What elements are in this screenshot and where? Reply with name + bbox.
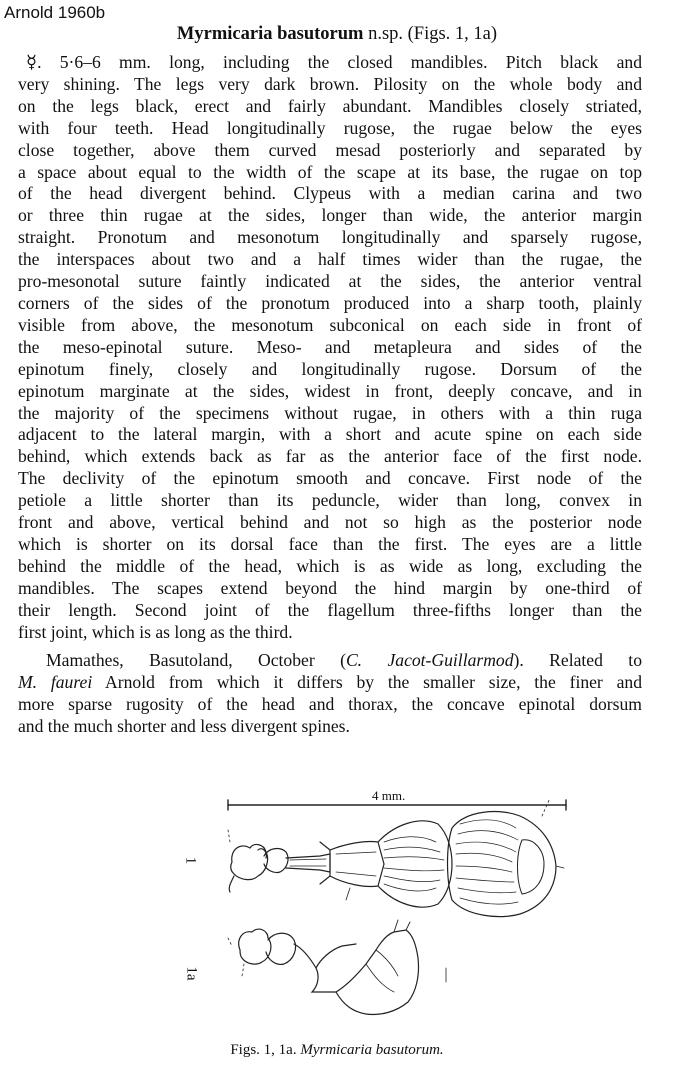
collector-name: C. Jacot-Guillarmod	[345, 650, 514, 671]
description-line: with four teeth. Head longitudinally rugose, the rugae below the eyes	[18, 117, 642, 138]
description-line: petiole a little shorter than its peduncle, wider than long, convex in	[18, 490, 642, 511]
description-line: a space about equal to the width of the scape at its base, the rugae on top	[18, 161, 642, 182]
description-line: the meso-epinotal suture. Meso- and metapleura and sides of the	[18, 336, 642, 357]
figure-label-1a: 1a	[183, 966, 200, 981]
description-line: ☿. 5·6–6 mm. long, including the closed mandibles. Pitch black and	[26, 52, 642, 73]
remarks-line: more sparse rugosity of the head and thorax, the concave epinotal dorsum	[18, 694, 642, 715]
description-line: pro-mesonotal suture faintly indicated at the sides, the anterior ventral	[18, 271, 642, 292]
remarks-line: M. faurei Arnold from which it differs by the smaller size, the finer and	[18, 672, 642, 693]
species-description	[18, 52, 642, 738]
description-line: mandibles. The scapes extend beyond the hind margin by one-third of	[18, 577, 642, 598]
specimen-figure	[170, 780, 590, 1030]
caption-species: Myrmicaria basutorum.	[300, 1042, 444, 1058]
description-line: or three thin rugae at the sides, longer than wide, the anterior margin	[18, 205, 642, 226]
ant-drawing	[170, 780, 590, 1030]
source-label: Arnold 1960b	[4, 3, 106, 22]
figure-label-1: 1	[182, 856, 199, 865]
species-title	[0, 24, 674, 45]
scale-bar	[228, 800, 566, 810]
species-name: Myrmicaria basutorum	[176, 24, 364, 44]
description-line: visible from above, the mesonotum subconical on each side in front of	[18, 314, 642, 335]
description-line: front and above, vertical behind and not so high as the posterior node	[18, 512, 642, 533]
description-line: behind the middle of the head, which is as wide as long, excluding the	[18, 555, 642, 576]
description-line: close together, above them curved mesad posteriorly and separated by	[18, 139, 642, 160]
dorsal-view-drawing	[228, 798, 564, 917]
description-line: The declivity of the epinotum smooth and concave. First node of the	[18, 468, 642, 489]
description-line: of the head divergent behind. Clypeus with a median carina and two	[18, 183, 642, 204]
lateral-view-drawing	[228, 920, 446, 1015]
description-line: straight. Pronotum and mesonotum longitudinally and sparsely rugose,	[18, 227, 642, 248]
worker-symbol: ☿	[26, 52, 38, 73]
description-line: on the legs black, erect and fairly abundant. Mandibles closely striated,	[18, 95, 642, 116]
figure-caption	[0, 1042, 674, 1059]
description-line: which is shorter on its dorsal face than the first. The eyes are a little	[18, 533, 642, 554]
description-line: the interspaces about two and a half times wider than the rugae, the	[18, 249, 642, 270]
description-line: first joint, which is as long as the third.	[18, 621, 293, 642]
description-line: behind, which extends back as far as the anterior face of the first node.	[18, 446, 642, 467]
related-species: M. faurei	[18, 672, 93, 693]
description-line: the majority of the specimens without rugae, in others with a thin ruga	[18, 402, 642, 423]
remarks-line: and the much shorter and less divergent spines.	[18, 716, 350, 737]
description-line: their length. Second joint of the flagellum three-fifths longer than the	[18, 599, 642, 620]
description-line: adjacent to the lateral margin, with a short and acute spine on each side	[18, 424, 642, 445]
remarks-line: Mamathes, Basutoland, October (C. Jacot-Guillarmod). Related to	[46, 650, 642, 671]
description-line: corners of the sides of the pronotum produced into a sharp tooth, plainly	[18, 292, 642, 313]
description-line: epinotum finely, closely and longitudinally rugose. Dorsum of the	[18, 358, 642, 379]
caption-prefix: Figs. 1, 1a.	[230, 1042, 301, 1058]
species-title-rest: n.sp. (Figs. 1, 1a)	[363, 24, 498, 44]
description-line: very shining. The legs very dark brown. Pilosity on the whole body and	[18, 73, 642, 94]
scale-bar-label: 4 mm.	[372, 788, 406, 803]
description-line: epinotum marginate at the sides, widest in front, deeply concave, and in	[18, 380, 642, 401]
